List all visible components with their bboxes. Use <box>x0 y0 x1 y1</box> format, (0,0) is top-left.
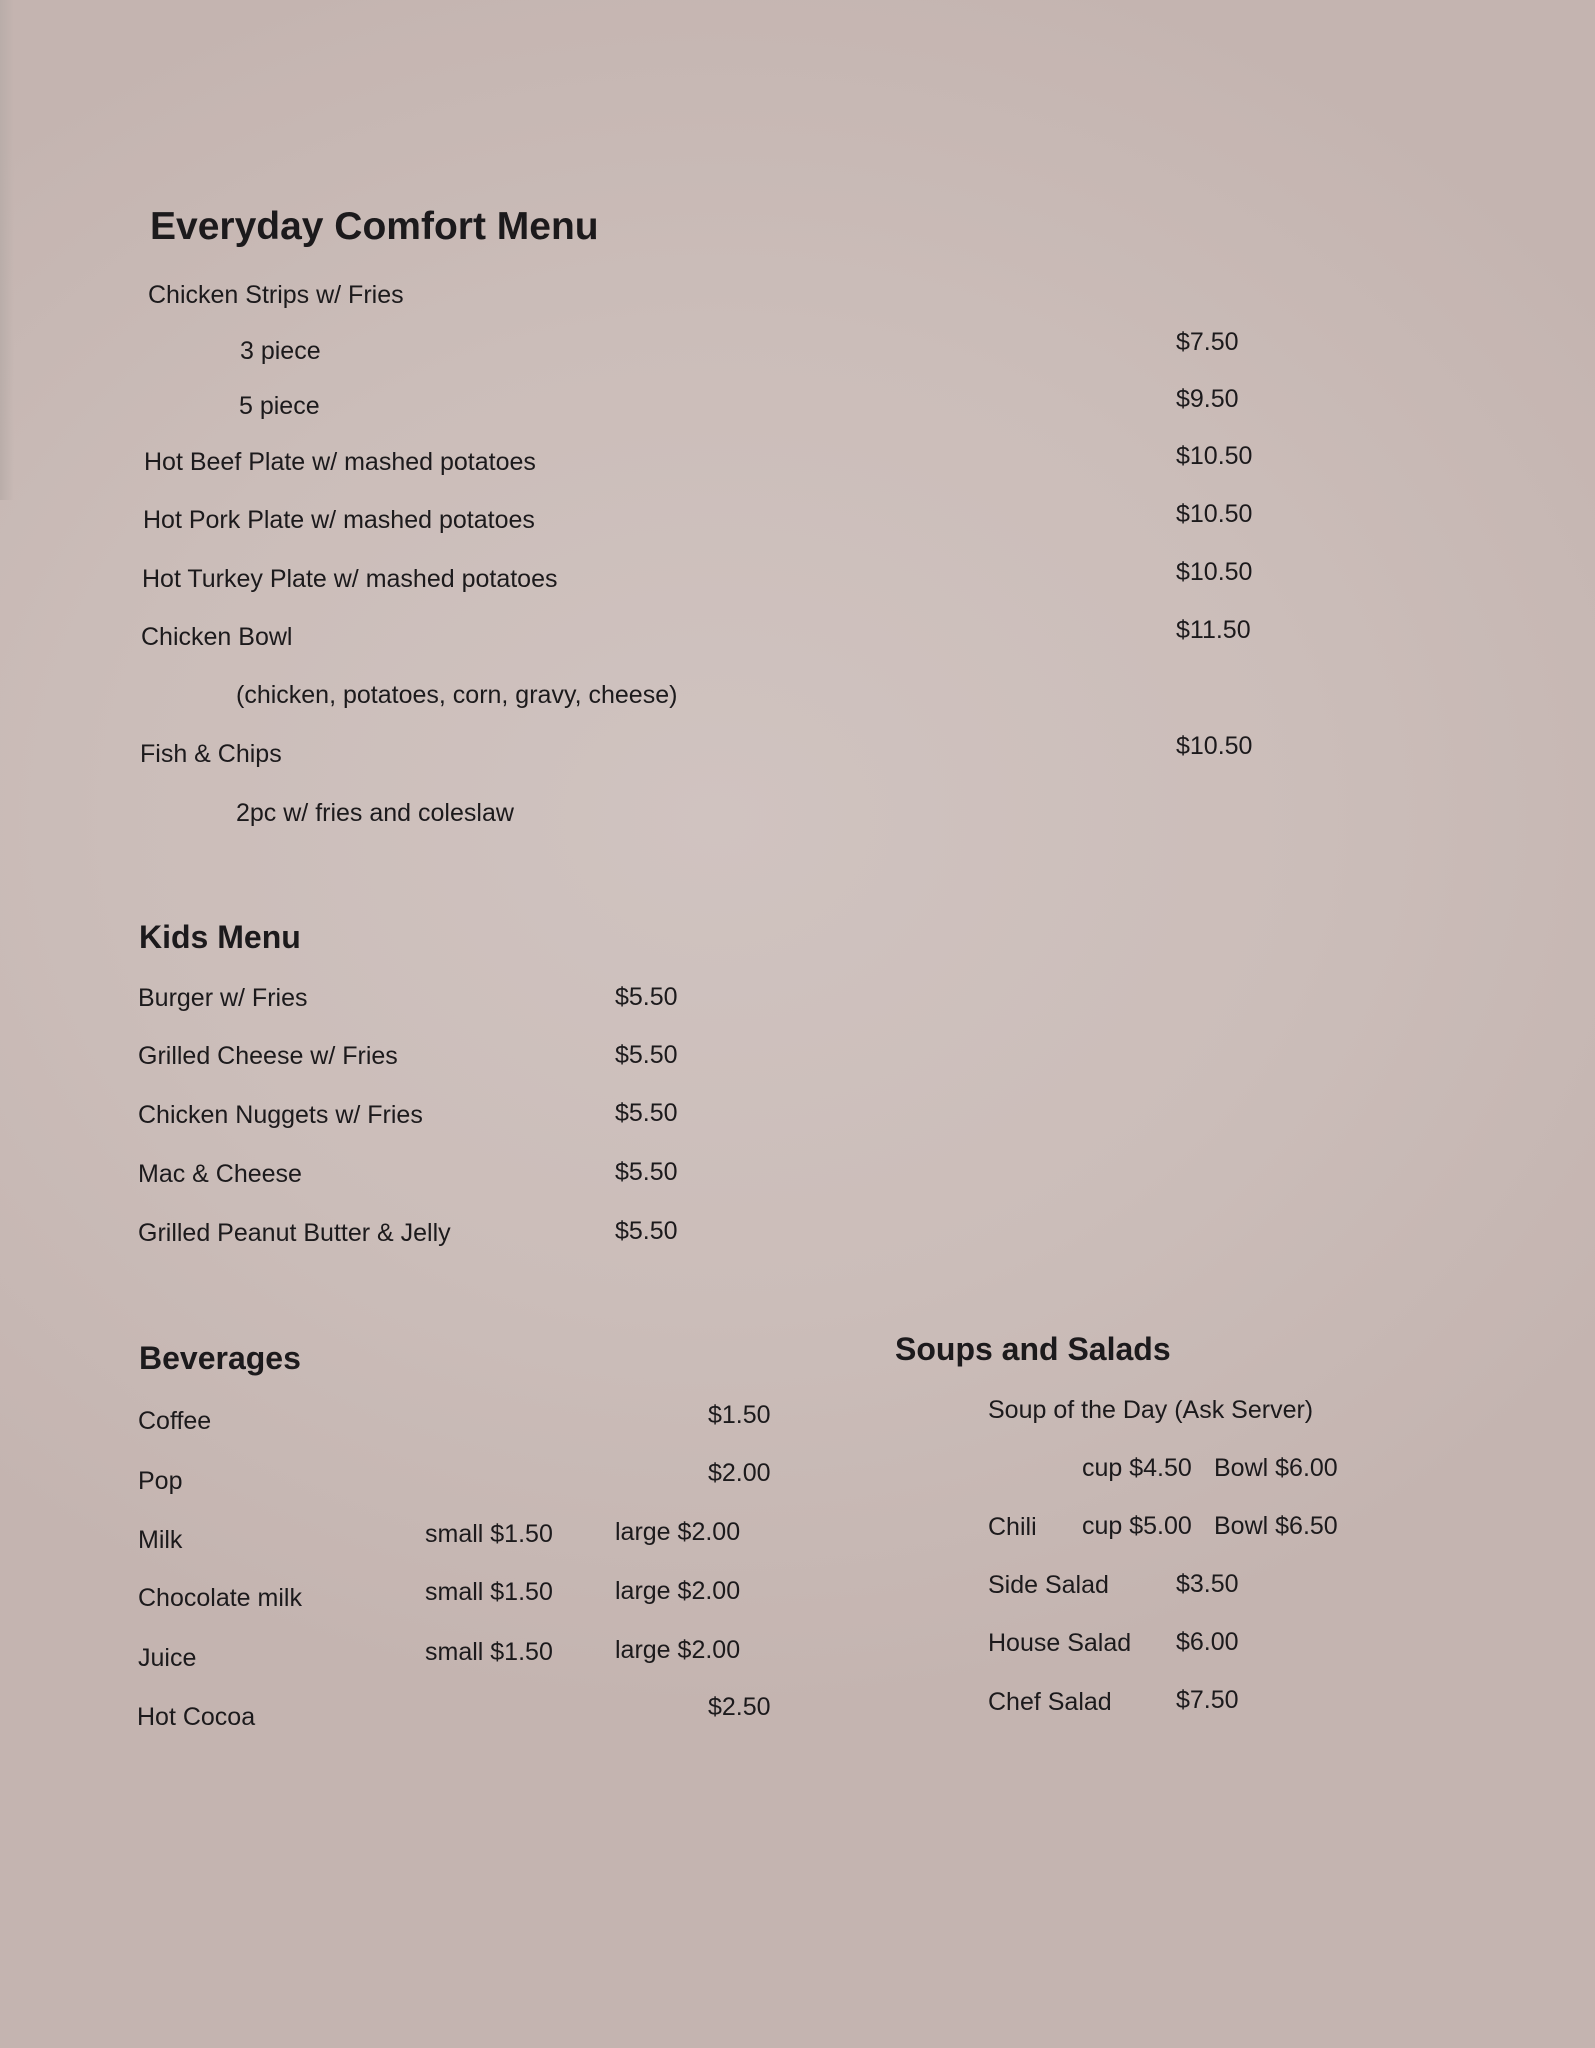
milk-small-price: small $1.50 <box>425 1520 553 1548</box>
chicken-bowl-name: Chicken Bowl <box>141 623 293 651</box>
kids-item-name: Grilled Cheese w/ Fries <box>138 1042 398 1070</box>
chocolate-milk-small-price: small $1.50 <box>425 1578 553 1606</box>
hot-turkey-price: $10.50 <box>1176 558 1253 586</box>
coffee-price: $1.50 <box>708 1401 771 1429</box>
strips-3-piece-price: $7.50 <box>1176 328 1239 356</box>
chili-cup-price: cup $5.00 <box>1082 1512 1192 1540</box>
page-edge-shadow <box>0 0 14 500</box>
pop-name: Pop <box>138 1467 183 1495</box>
chef-salad-name: Chef Salad <box>988 1688 1112 1716</box>
fish-chips-description: 2pc w/ fries and coleslaw <box>236 799 514 827</box>
beverages-title: Beverages <box>139 1340 301 1376</box>
kids-item-name: Burger w/ Fries <box>138 984 308 1012</box>
kids-item-name: Grilled Peanut Butter & Jelly <box>138 1219 451 1247</box>
soups-salads-title: Soups and Salads <box>895 1331 1171 1367</box>
strips-5-piece-name: 5 piece <box>239 392 320 420</box>
soup-cup-price: cup $4.50 <box>1082 1454 1192 1482</box>
hot-beef-price: $10.50 <box>1176 442 1253 470</box>
chicken-bowl-price: $11.50 <box>1176 616 1251 644</box>
soup-of-day-name: Soup of the Day (Ask Server) <box>988 1396 1314 1424</box>
house-salad-price: $6.00 <box>1176 1628 1239 1656</box>
hot-turkey-name: Hot Turkey Plate w/ mashed potatoes <box>142 565 558 593</box>
side-salad-name: Side Salad <box>988 1571 1109 1599</box>
kids-item-price: $5.50 <box>615 1158 678 1186</box>
hot-pork-name: Hot Pork Plate w/ mashed potatoes <box>143 506 535 534</box>
kids-item-price: $5.50 <box>615 1041 678 1069</box>
strips-3-piece-name: 3 piece <box>240 337 321 365</box>
pop-price: $2.00 <box>708 1459 771 1487</box>
chocolate-milk-name: Chocolate milk <box>138 1584 302 1612</box>
kids-item-price: $5.50 <box>615 983 678 1011</box>
chili-bowl-price: Bowl $6.50 <box>1214 1512 1338 1540</box>
kids-item-price: $5.50 <box>615 1099 678 1127</box>
chili-name: Chili <box>988 1513 1037 1541</box>
juice-small-price: small $1.50 <box>425 1638 553 1666</box>
kids-item-price: $5.50 <box>615 1217 678 1245</box>
kids-item-name: Mac & Cheese <box>138 1160 302 1188</box>
kids-item-name: Chicken Nuggets w/ Fries <box>138 1101 423 1129</box>
house-salad-name: House Salad <box>988 1629 1132 1657</box>
side-salad-price: $3.50 <box>1176 1570 1239 1598</box>
kids-menu-title: Kids Menu <box>139 919 301 955</box>
comfort-menu-title: Everyday Comfort Menu <box>150 205 599 248</box>
chocolate-milk-large-price: large $2.00 <box>615 1577 741 1605</box>
soup-bowl-price: Bowl $6.00 <box>1214 1454 1338 1482</box>
hot-cocoa-name: Hot Cocoa <box>137 1703 256 1731</box>
fish-chips-price: $10.50 <box>1176 732 1253 760</box>
juice-large-price: large $2.00 <box>615 1636 741 1664</box>
chicken-strips-name: Chicken Strips w/ Fries <box>148 281 404 309</box>
milk-large-price: large $2.00 <box>615 1518 741 1546</box>
fish-chips-name: Fish & Chips <box>140 740 282 768</box>
hot-beef-name: Hot Beef Plate w/ mashed potatoes <box>144 448 536 476</box>
hot-pork-price: $10.50 <box>1176 500 1253 528</box>
juice-name: Juice <box>138 1644 197 1672</box>
hot-cocoa-price: $2.50 <box>708 1693 771 1721</box>
chef-salad-price: $7.50 <box>1176 1686 1239 1714</box>
strips-5-piece-price: $9.50 <box>1176 385 1239 413</box>
milk-name: Milk <box>138 1526 183 1554</box>
coffee-name: Coffee <box>138 1407 212 1435</box>
chicken-bowl-description: (chicken, potatoes, corn, gravy, cheese) <box>236 681 678 709</box>
